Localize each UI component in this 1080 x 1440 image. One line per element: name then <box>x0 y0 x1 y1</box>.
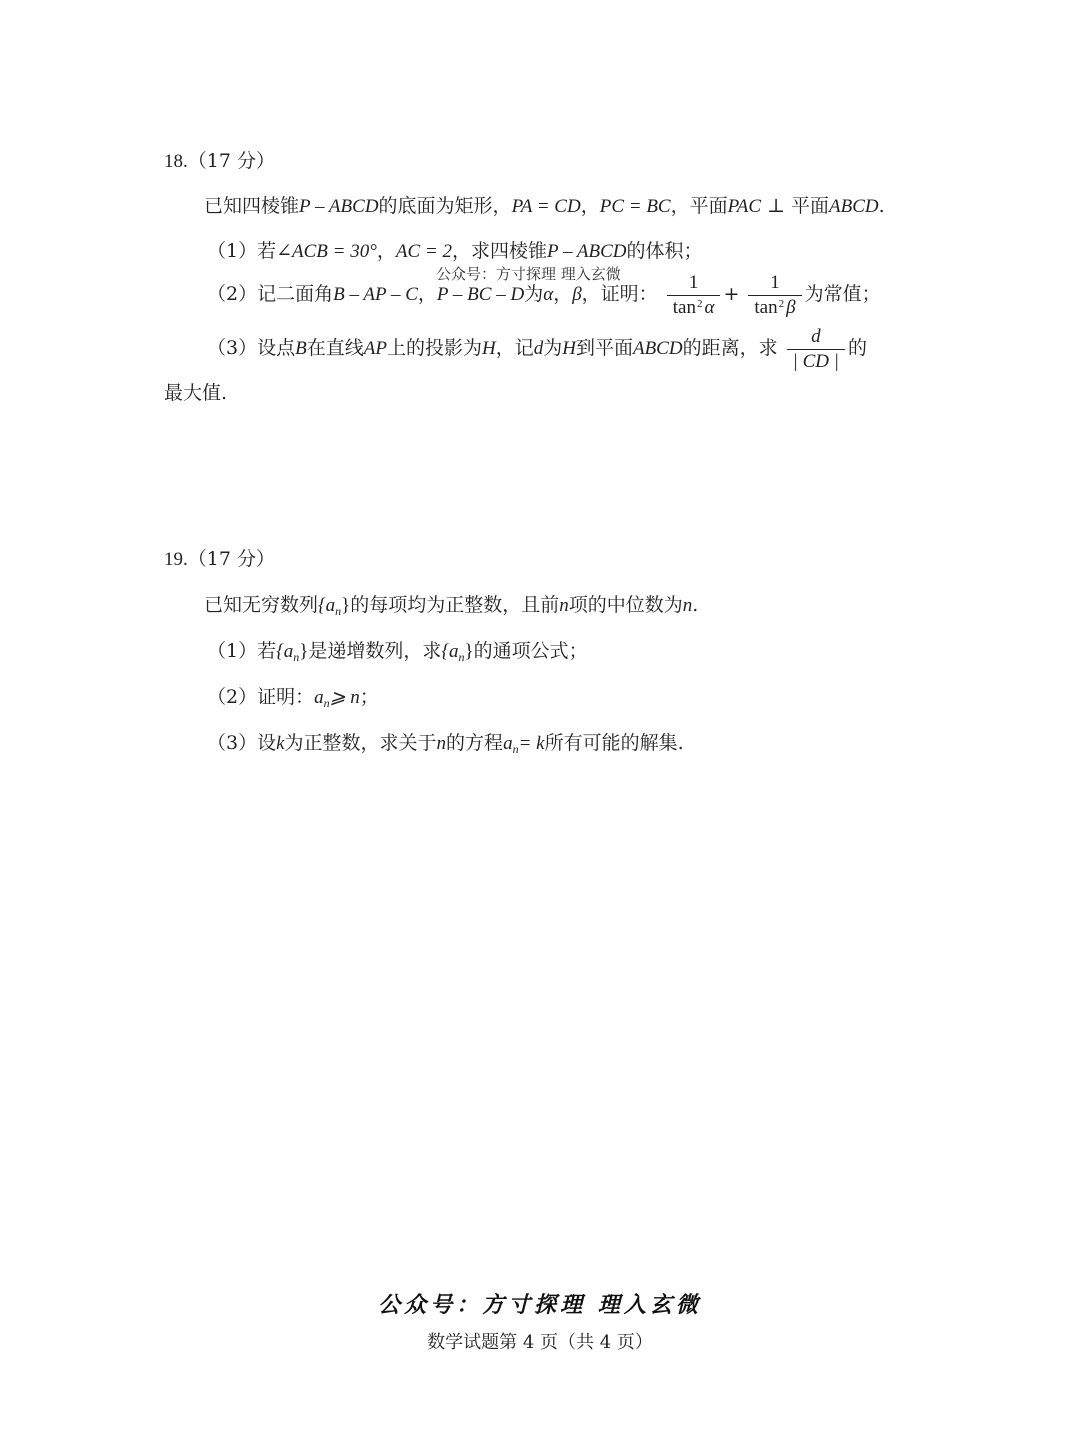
q18-p1-sep: ， <box>376 240 396 262</box>
q18-stem-comma: ， <box>580 195 600 217</box>
q18-p2-alpha: α <box>543 284 554 305</box>
q18-p2-mid: 为 <box>524 283 544 305</box>
q18-p3-frac-den: | CD | <box>792 350 839 372</box>
inline-watermark: 公众号：方寸探理 理入玄微 <box>436 265 621 283</box>
q19-part3 <box>207 734 684 755</box>
q18-stem-prefix: 已知四棱锥 <box>204 195 300 217</box>
q18-part1 <box>207 242 703 261</box>
q18-p3-b: B <box>295 338 307 359</box>
q19-p2-label: （2）证明： <box>207 686 315 708</box>
q19-stem-n: n <box>559 595 569 616</box>
q19-stem-n2: n <box>682 595 693 616</box>
q18-stem-mid2: ，平面 <box>670 195 728 217</box>
q19-p3-sub: n <box>512 742 519 756</box>
q19-p3-k: k <box>276 733 285 754</box>
q18-p1-mid: ，求四棱锥 <box>451 240 547 262</box>
q18-p3-frac-num: d <box>811 325 821 347</box>
q18-p3-mid1: 在直线 <box>306 337 364 359</box>
q18-p2-frac1-exp: 2 <box>696 297 703 310</box>
q19-part1 <box>207 642 588 663</box>
q19-stem-mid2: 项的中位数为 <box>568 594 683 616</box>
q18-part2 <box>207 272 881 317</box>
q19-seq-open: {a <box>318 595 336 616</box>
q19-p3-a: a <box>503 733 513 754</box>
q19-stem-prefix: 已知无穷数列 <box>204 594 319 616</box>
q18-p3-mid6: 的距离，求 <box>682 337 778 359</box>
q19-p3-end: 所有可能的解集. <box>544 732 684 754</box>
q18-p3-label: （3）设点 <box>207 337 296 359</box>
q19-p3-label: （3）设 <box>207 732 277 754</box>
q18-p2-fraction-alpha <box>667 273 721 318</box>
q19-p3-n: n <box>436 733 447 754</box>
q19-stem <box>204 596 698 617</box>
q18-p2-end: 为常值； <box>804 283 881 305</box>
q19-p1-mid: 是递增数列，求 <box>308 640 442 662</box>
q18-p3-ap: AP <box>363 338 387 359</box>
q18-p1-ac: AC = 2 <box>395 241 452 262</box>
q18-p3-d: d <box>533 338 544 359</box>
q18-p3-plane: ABCD <box>632 338 683 359</box>
q19-number: 19. <box>164 549 188 570</box>
q18-p2-angle2: P – BC – D <box>436 284 525 305</box>
page-number: 数学试题第 4 页（共 4 页） <box>427 1332 653 1353</box>
q18-stem-mid1: 的底面为矩形， <box>378 195 512 217</box>
q19-p3-eq: = k <box>518 733 545 754</box>
q18-p2-frac1-num: 1 <box>688 271 699 293</box>
q18-p2-frac2-exp: 2 <box>778 297 785 310</box>
q18-p2-angle1: B – AP – C <box>333 284 418 305</box>
q18-p1-pyramid: P – ABCD <box>546 241 627 262</box>
q19-seq <box>318 595 350 616</box>
q18-p1-end: 的体积； <box>626 240 703 262</box>
q18-stem-end: . <box>878 195 885 217</box>
q19-p1-seq2-close: } <box>464 641 474 662</box>
q18-p2-plus: + <box>723 283 740 305</box>
q19-p2-rel: ⩾ n <box>329 687 360 708</box>
q18-points: （17 分） <box>187 150 275 172</box>
q18-p2-frac2-num: 1 <box>770 271 780 293</box>
q18-p2-comma2: ， <box>553 283 573 305</box>
q18-stem-plane2: ABCD <box>829 196 879 217</box>
q19-p1-label: （1）若 <box>207 640 277 662</box>
q18-p3-mid4: 为 <box>543 337 563 359</box>
q19-p1-seq2-open: {a <box>441 641 459 662</box>
q18-p3-end: 的 <box>847 337 867 359</box>
q19-p3-mid2: 的方程 <box>446 732 504 754</box>
q19-heading <box>164 550 275 569</box>
q19-p1-seq <box>276 641 308 662</box>
q18-p2-frac1-fn: tan <box>672 296 696 318</box>
q19-stem-mid: 的每项均为正整数，且前 <box>350 594 560 616</box>
q18-p2-frac2-var: β <box>786 296 796 318</box>
q19-p1-seq2 <box>441 641 473 662</box>
q18-p3-h2: H <box>562 338 576 359</box>
q18-p2-frac2-fn: tan <box>754 296 778 318</box>
q18-heading <box>164 152 275 171</box>
q18-part3-cont: 最大值. <box>164 382 228 404</box>
q19-points: （17 分） <box>187 548 275 570</box>
q18-p1-label: （1）若 <box>207 240 277 262</box>
q19-p1-seq-open: {a <box>276 641 294 662</box>
q18-p1-angle: ∠ACB = 30° <box>276 241 377 262</box>
q19-p1-seq-close: } <box>299 641 309 662</box>
q18-stem <box>204 197 885 216</box>
q18-stem-plane1: PAC <box>727 196 762 217</box>
q19-stem-end: . <box>692 594 699 616</box>
q19-p2-sub: n <box>323 696 330 710</box>
q19-p3-mid1: 为正整数，求关于 <box>284 732 437 754</box>
q19-p1-seq2-sub: n <box>458 650 465 664</box>
q18-part3 <box>207 326 867 371</box>
q19-seq-close: } <box>341 595 351 616</box>
q18-p2-prove: ，证明： <box>581 283 658 305</box>
q19-seq-sub: n <box>335 604 342 618</box>
q19-p1-seq-sub: n <box>293 650 300 664</box>
q18-p2-label: （2）记二面角 <box>207 283 334 305</box>
q18-p2-comma: ， <box>417 283 437 305</box>
q18-p3-mid5: 到平面 <box>575 337 633 359</box>
q18-stem-eq2: PC = BC <box>599 196 671 217</box>
q18-p3-h: H <box>481 338 496 359</box>
q19-part2 <box>207 688 379 709</box>
q18-stem-eq1: PA = CD <box>511 196 581 217</box>
q19-p2-a: a <box>314 687 324 708</box>
q18-p2-frac1-var: α <box>704 296 715 318</box>
q18-number: 18. <box>164 151 188 172</box>
q18-stem-perp: ⊥ 平面 <box>761 195 830 217</box>
q18-p2-beta: β <box>572 284 582 305</box>
q18-p3-fraction <box>787 327 845 372</box>
q18-p3-mid3: ，记 <box>495 337 534 359</box>
q19-p2-end: ； <box>359 686 379 708</box>
q18-p3-mid2: 上的投影为 <box>386 337 482 359</box>
q18-p2-fraction-beta <box>748 273 801 318</box>
q19-p1-end: 的通项公式； <box>473 640 588 662</box>
footer-brand-watermark: 公众号：方寸探理 理入玄微 <box>378 1292 702 1318</box>
q18-stem-pyramid: P – ABCD <box>299 196 379 217</box>
